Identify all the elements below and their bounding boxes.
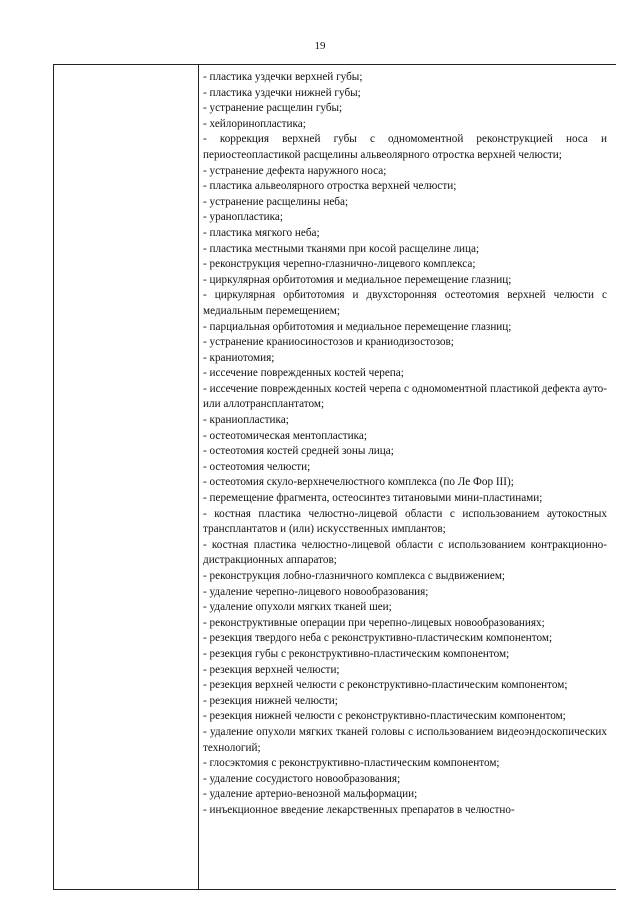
procedure-item: - коррекция верхней губы с одномоментной реконструкцией носа и периостеопластикой расщелины альвеолярного отростка верхней челюсти; (203, 133, 607, 161)
procedure-item: - парциальная орбитотомия и медиальное перемещение глазниц; (203, 320, 512, 333)
procedure-item: - инъекционное введение лекарственных препаратов в челюстно- (203, 803, 515, 816)
procedure-item: - пластика уздечки верхней губы; (203, 71, 363, 83)
procedure-item: - резекция губы с реконструктивно-пластическим компонентом; (203, 647, 510, 660)
procedure-item: - хейлоринопластика; (203, 117, 306, 130)
procedure-item: - удаление сосудистого новообразования; (203, 772, 401, 785)
procedure-item: - краниотомия; (203, 351, 275, 364)
procedure-item: - уранопластика; (203, 211, 283, 224)
procedures-list (203, 70, 607, 819)
procedure-item: - реконструкция черепно-глазнично-лицевого комплекса; (203, 258, 476, 271)
procedure-item: - остеотомическая ментопластика; (203, 429, 367, 442)
procedure-item: - устранение расщелины неба; (203, 195, 349, 208)
procedure-item: - иссечение поврежденных костей черепа с одномоментной пластикой дефекта ауто- или аллотрансплантатом; (203, 382, 607, 411)
procedure-item: - удаление артерио-венозной мальформации; (203, 788, 418, 801)
procedure-item: - остеотомия костей средней зоны лица; (203, 445, 394, 458)
page-number: 19 (314, 40, 326, 52)
procedures-table (53, 64, 616, 890)
procedure-item: - глосэктомия с реконструктивно-пластическим компонентом; (203, 757, 500, 770)
procedure-item: - резекция нижней челюсти; (203, 694, 338, 707)
procedure-item: - резекция верхней челюсти с реконструктивно-пластическим компонентом; (203, 679, 568, 692)
procedure-item: - резекция верхней челюсти; (203, 663, 340, 676)
procedure-item: - устранение расщелин губы; (203, 102, 343, 115)
procedure-item: - резекция твердого неба с реконструктивно-пластическим компонентом; (203, 632, 553, 645)
procedure-item: - циркулярная орбитотомия и медиальное перемещение глазниц; (203, 273, 512, 286)
procedure-item: - циркулярная орбитотомия и двухсторонняя остеотомия верхней челюсти с медиальным перемещением; (203, 289, 607, 317)
procedure-item: - пластика уздечки нижней губы; (203, 86, 361, 99)
procedure-item: - резекция нижней челюсти с реконструктивно-пластическим компонентом; (203, 710, 566, 723)
procedure-item: - пластика альвеолярного отростка верхней челюсти; (203, 180, 457, 193)
procedure-item: - перемещение фрагмента, остеосинтез титановыми мини-пластинами; (203, 492, 543, 505)
procedure-item: - костная пластика челюстно-лицевой области с использованием контракционно-дистракционных аппаратов; (203, 538, 607, 567)
procedure-item: - пластика местными тканями при косой расщелине лица; (203, 242, 480, 255)
procedure-item: - удаление опухоли мягких тканей шеи; (203, 601, 392, 614)
procedure-item: - краниопластика; (203, 414, 289, 427)
procedure-item: - реконструкция лобно-глазничного комплекса с выдвижением; (203, 570, 506, 582)
procedure-item: - устранение краниосиностозов и краниодизостозов; (203, 336, 454, 349)
column-divider (198, 65, 199, 889)
procedure-item: - пластика мягкого неба; (203, 226, 320, 239)
procedure-item: - иссечение поврежденных костей черепа; (203, 367, 404, 380)
procedure-item: - реконструктивные операции при черепно-лицевых новообразованиях; (203, 616, 545, 629)
procedure-item: - остеотомия челюсти; (203, 460, 311, 473)
procedure-item: - устранение дефекта наружного носа; (203, 164, 387, 177)
procedure-item: - удаление опухоли мягких тканей головы с использованием видеоэндоскопических технологий; (203, 725, 607, 754)
procedure-item: - костная пластика челюстно-лицевой области с использованием аутокостных трансплантатов и (или) искусственных имплантов; (203, 507, 607, 536)
procedure-item: - остеотомия скуло-верхнечелюстного комплекса (по Ле Фор III); (203, 476, 514, 489)
procedure-item: - удаление черепно-лицевого новообразования; (203, 585, 429, 598)
